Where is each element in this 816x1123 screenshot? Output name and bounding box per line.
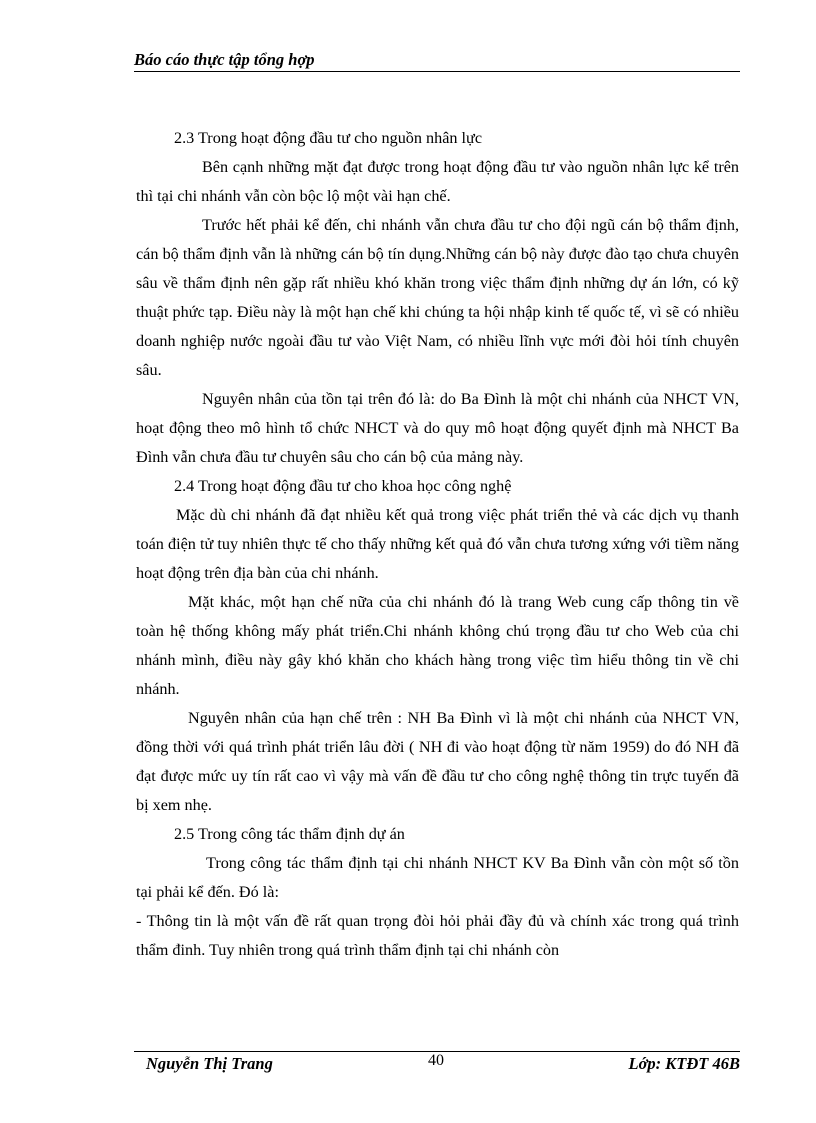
paragraph: Trong công tác thẩm định tại chi nhánh NHCT KV Ba Đình vẫn còn một số tồn tại phải kể đến. Đó là: xyxy=(136,854,739,901)
paragraph: Nguyên nhân của hạn chế trên : NH Ba Đình vì là một chi nhánh của NHCT VN, đồng thời với quá trình phát triển lâu đời ( NH đi vào hoạt động từ năm 1959) do đó NH đã đạt được mức uy tín rất cao vì vậy mà vấn đề đầu tư cho công nghệ thông tin trực tuyến đã bị xem nhẹ. xyxy=(136,709,739,814)
header-rule xyxy=(134,71,740,72)
section-heading-2-4: 2.4 Trong hoạt động đầu tư cho khoa học công nghệ xyxy=(174,477,512,495)
paragraph: Mặt khác, một hạn chế nữa của chi nhánh đó là trang Web cung cấp thông tin về toàn hệ thống không mấy phát triển.Chi nhánh không chú trọng đầu tư cho Web của chi nhánh mình, điều này gây khó khăn cho khách hàng trong việc tìm hiểu thông tin về chi nhánh. xyxy=(136,593,739,698)
footer-author: Nguyễn Thị Trang xyxy=(146,1054,273,1073)
paragraph: - Thông tin là một vấn đề rất quan trọng đòi hỏi phải đầy đủ và chính xác trong quá trình thẩm đinh. Tuy nhiên trong quá trình thẩm định tại chi nhánh còn xyxy=(136,912,739,959)
paragraph: Nguyên nhân của tồn tại trên đó là: do Ba Đình là một chi nhánh của NHCT VN, hoạt động theo mô hình tổ chức NHCT và do quy mô hoạt động quyết định mà NHCT Ba Đình vẫn chưa đầu tư chuyên sâu cho cán bộ của mảng này. xyxy=(136,390,739,466)
section-heading-2-5: 2.5 Trong công tác thẩm định dự án xyxy=(174,825,405,843)
paragraph: Mặc dù chi nhánh đã đạt nhiều kết quả trong việc phát triển thẻ và các dịch vụ thanh toán điện tử tuy nhiên thực tế cho thấy những kết quả đó vẫn chưa tương xứng với tiềm năng hoạt động trên địa bàn của chi nhánh. xyxy=(136,506,739,582)
page-header xyxy=(134,50,740,72)
paragraph: Trước hết phải kể đến, chi nhánh vẫn chưa đầu tư cho đội ngũ cán bộ thẩm định, cán bộ thẩm định vẫn là những cán bộ tín dụng.Những cán bộ này được đào tạo chưa chuyên sâu về thẩm định nên gặp rất nhiều khó khăn trong việc thẩm định những dự án lớn, có kỹ thuật phức tạp. Điều này là một hạn chế khi chúng ta hội nhập kinh tế quốc tế, vì sẽ có nhiều doanh nghiệp nước ngoài đầu tư vào Việt Nam, có nhiều lĩnh vực mới đòi hỏi tính chuyên sâu. xyxy=(136,216,739,379)
page-footer xyxy=(138,1054,740,1078)
header-title: Báo cáo thực tập tổng hợp xyxy=(134,50,315,69)
page-number: 40 xyxy=(428,1052,444,1069)
section-heading-2-3: 2.3 Trong hoạt động đầu tư cho nguồn nhân lực xyxy=(174,129,483,147)
footer-class: Lớp: KTĐT 46B xyxy=(628,1054,740,1073)
paragraph: Bên cạnh những mặt đạt được trong hoạt động đầu tư vào nguồn nhân lực kể trên thì tại chi nhánh vẫn còn bộc lộ một vài hạn chế. xyxy=(136,158,739,205)
document-body xyxy=(136,124,739,965)
